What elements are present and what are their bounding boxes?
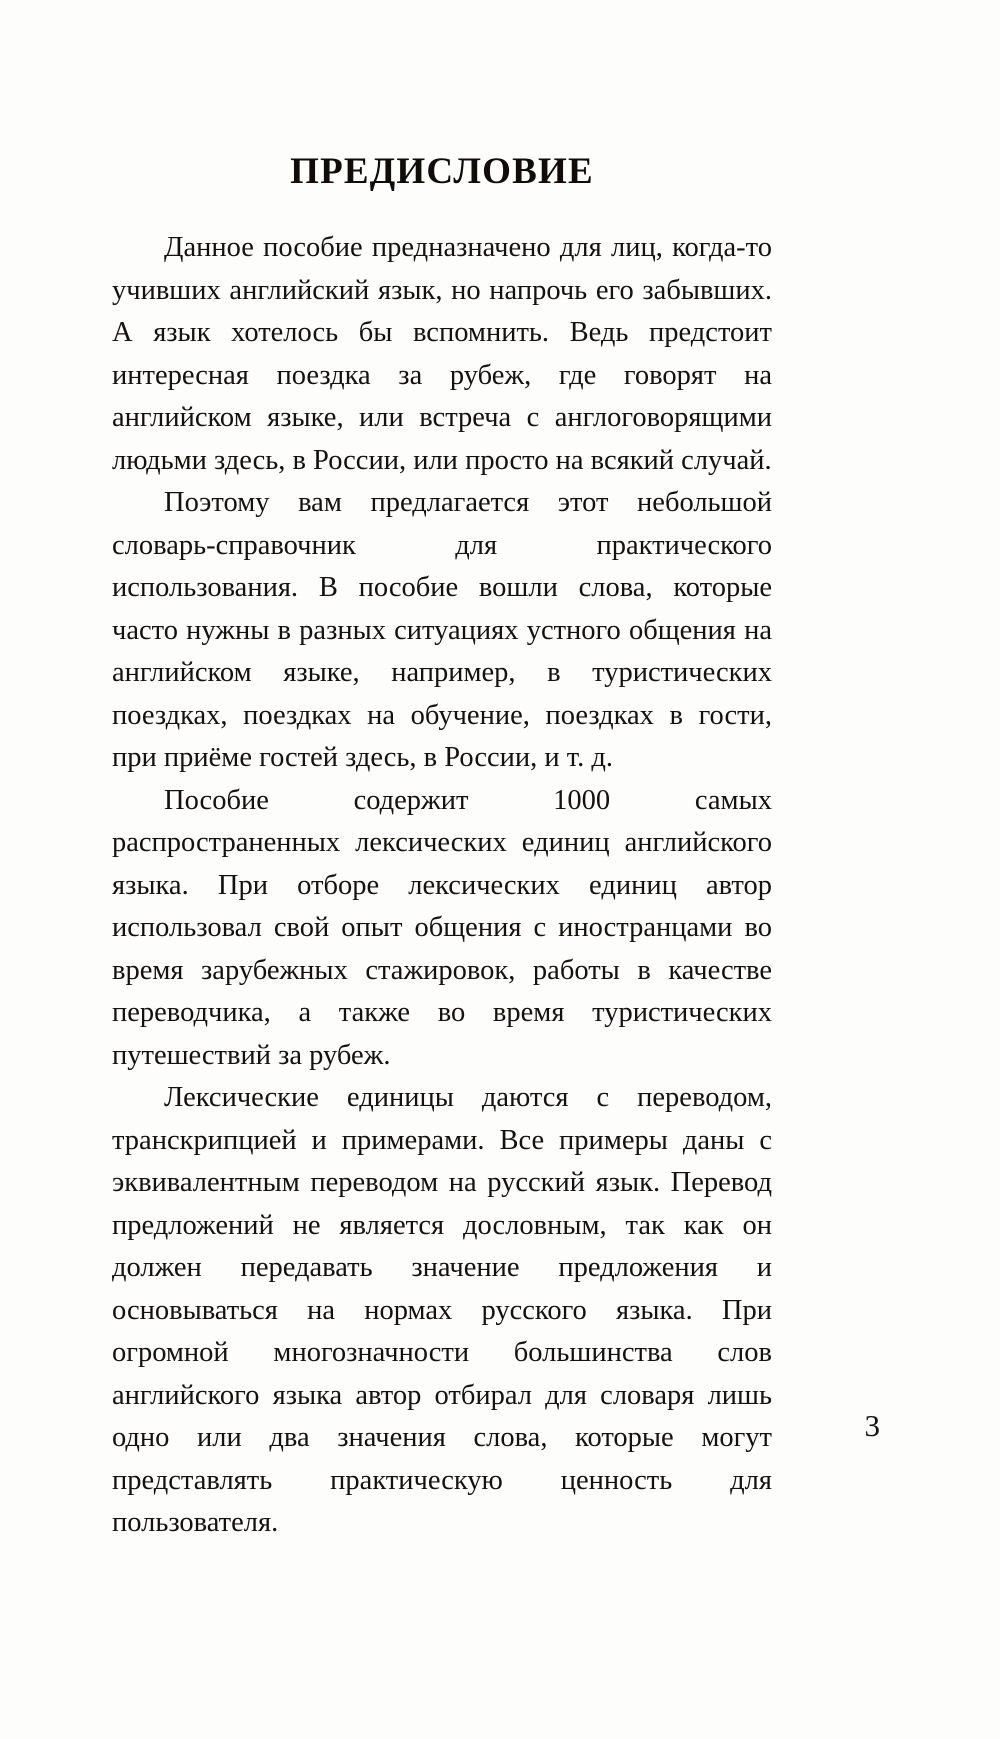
paragraph-2: Поэтому вам предлагается этот небольшой словарь-справочник для практического использования. В пособие вошли слова, которые часто нужны в разных ситуациях устного общения на английском языке, например, в туристических поездках, поездках на обучение, поездках в гости, при приёме гостей здесь, в России, и т. д.: [112, 487, 772, 773]
paragraph-1: Данное пособие предназначено для лиц, когда-то учивших английский язык, но напрочь его забывших. А язык хотелось бы вспомнить. Ведь предстоит интересная поездка за рубеж, где говорят на английском языке, или встреча с англоговорящими людьми здесь, в России, или просто на всякий случай.: [112, 232, 772, 476]
page-number: 3: [864, 1408, 880, 1443]
paragraph-3: Пособие содержит 1000 самых распространенных лексических единиц английского языка. При отборе лексических единиц автор использовал свой опыт общения с иностранцами во время зарубежных стажировок, работы в качестве переводчика, а также во время туристических путешествий за рубеж.: [112, 784, 772, 1071]
page-content: [112, 150, 772, 1545]
paragraph-4: Лексические единицы даются с переводом, транскрипцией и примерами. Все примеры даны с эквивалентным переводом на русский язык. Перевод предложений не является дословным, так как он должен передавать значение предложения и основываться на нормах русского языка. При огромной многозначности большинства слов английского языка автор отбирал для словаря лишь одно или два значения слова, которые могут представлять практическую ценность для пользователя.: [112, 1082, 772, 1538]
page-title: ПРЕДИСЛОВИЕ: [290, 151, 594, 192]
